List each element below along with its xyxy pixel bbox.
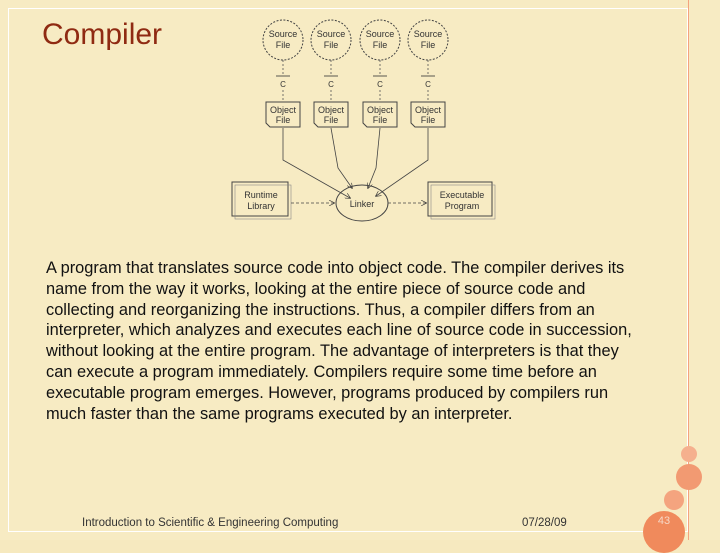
svg-text:Library: Library [247,201,275,211]
runtime-library [232,182,291,219]
svg-text:C: C [377,80,383,89]
slide-body-text: A program that translates source code into object code. The compiler derives its name from the way it works, looking at the entire piece of source code and collecting and reorganizing the instructions. Thus, a compiler differs from an interpreter, which analyzes and executes each line of source code in succession, without looking at the entire program. The advantage of interpreters is that they can execute a program immediately. Compilers require some time before an executable program emerges. However, programs produced by compilers run much faster than the same programs executed by an interpreter. [46,259,632,423]
executable-program [428,182,495,219]
svg-text:Source: Source [365,29,395,39]
svg-text:C: C [280,80,286,89]
object-file-1 [266,102,300,127]
compiler-connectors [283,90,428,100]
compiler-step-3 [373,76,387,89]
decor-dot [676,464,702,490]
svg-text:File: File [275,40,291,50]
svg-text:Object: Object [414,105,442,115]
svg-text:File: File [323,40,339,50]
decor-dot [681,446,697,462]
svg-text:File: File [372,115,388,125]
svg-text:File: File [275,115,291,125]
svg-text:File: File [420,115,436,125]
svg-text:Source: Source [413,29,443,39]
svg-text:Object: Object [366,105,394,115]
svg-text:File: File [420,40,436,50]
svg-text:Object: Object [269,105,297,115]
decor-dot [664,490,684,510]
linker [336,185,388,221]
compiler-step-2 [324,76,338,89]
slide-title: Compiler [42,18,163,51]
footer-date: 07/28/09 [522,517,567,529]
object-file-2 [314,102,348,127]
svg-text:File: File [372,40,388,50]
svg-text:Source: Source [268,29,298,39]
source-file-1 [263,20,303,60]
source-file-3 [360,20,400,60]
svg-text:C: C [328,80,334,89]
object-file-4 [411,102,445,127]
svg-text:Executable: Executable [439,190,485,200]
compiler-step-4 [421,76,435,89]
svg-text:Runtime: Runtime [244,190,278,200]
source-file-2 [311,20,351,60]
compiler-step-1 [276,76,290,89]
page-number: 43 [657,515,671,527]
svg-text:Object: Object [317,105,345,115]
svg-text:File: File [323,115,339,125]
source-file-4 [408,20,448,60]
svg-text:Source: Source [316,29,346,39]
svg-text:Linker: Linker [349,199,375,209]
svg-text:C: C [425,80,431,89]
object-file-3 [363,102,397,127]
object-to-linker-arrows [283,128,428,198]
svg-text:Program: Program [444,201,480,211]
source-connectors [283,60,428,76]
footer-course-title: Introduction to Scientific & Engineering Computing [82,517,339,529]
compiler-diagram [228,10,538,240]
